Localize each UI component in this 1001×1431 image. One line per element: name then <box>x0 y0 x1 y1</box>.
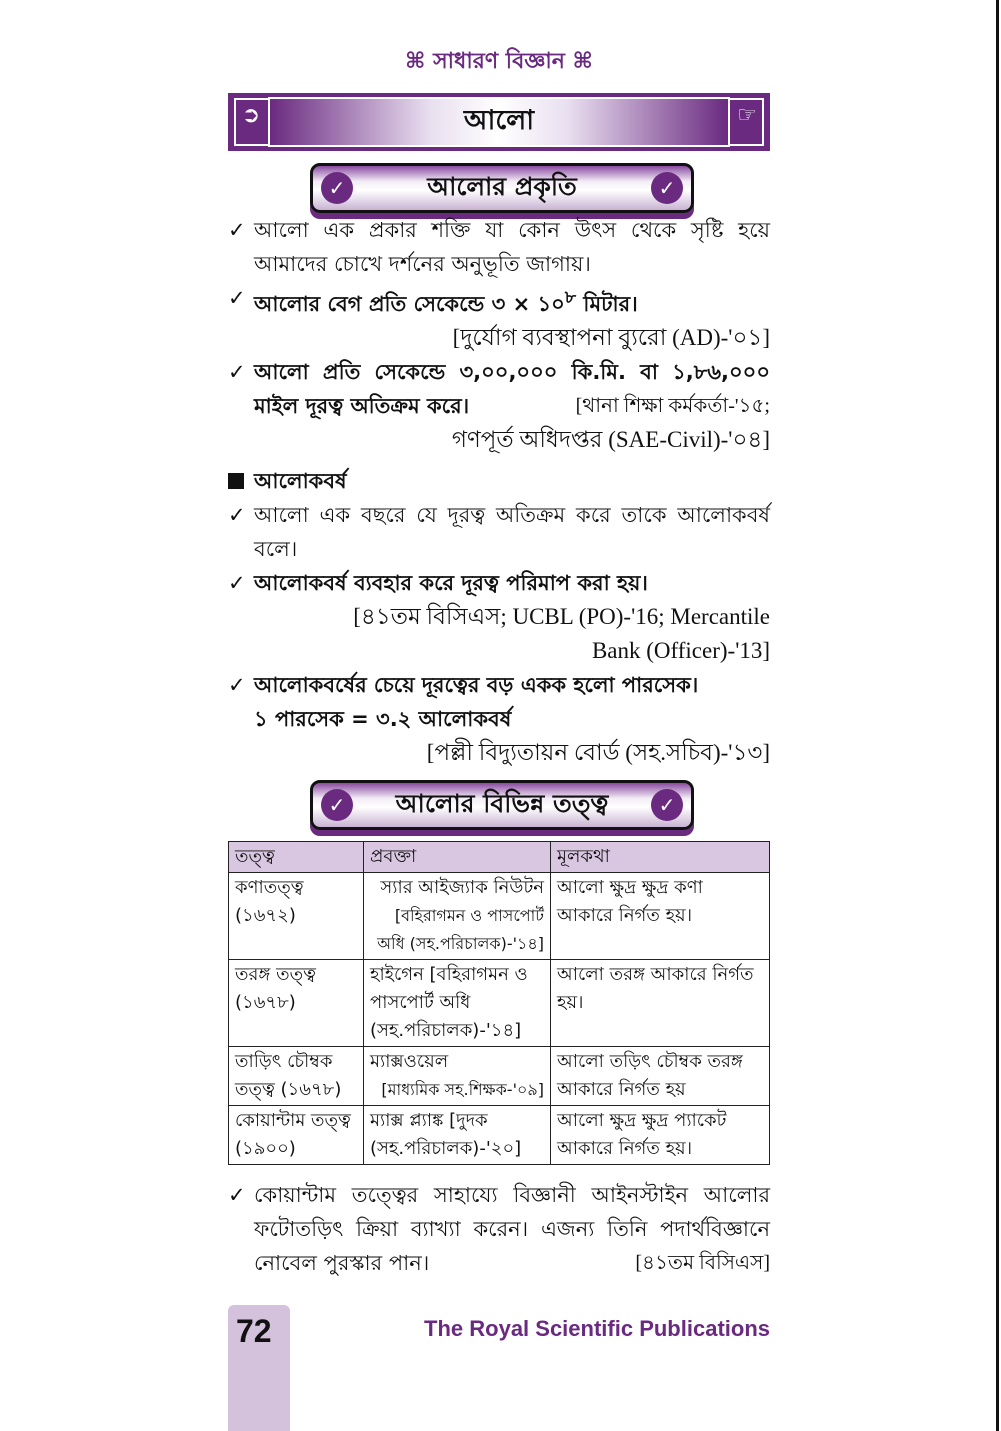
gist-cell: আলো তড়িৎ চৌম্বক তরঙ্গ আকারে নির্গত হয় <box>551 1047 770 1106</box>
section-lightyear-content <box>228 464 770 770</box>
theory-cell: কণাতত্ত্ব (১৬৭২) <box>229 873 364 960</box>
check-circle-icon: ✓ <box>321 172 353 204</box>
checkmark-icon: ✓ <box>228 571 246 595</box>
proponent-cell <box>364 873 551 960</box>
banner-title-panel <box>268 97 730 147</box>
check-circle-icon: ✓ <box>651 789 683 821</box>
reference: Bank (Officer)-'13] <box>591 638 770 663</box>
proponent-name: স্যার আইজ্যাক নিউটন <box>380 877 544 898</box>
reference: [পল্লী বিদ্যুতায়ন বোর্ড (সহ.সচিব)-'১৩] <box>426 740 770 765</box>
square-bullet-icon <box>228 473 244 489</box>
equation: ১ পারসেক = ৩.২ আলোকবর্ষ <box>254 707 512 731</box>
pointing-hand-icon: ☞ <box>737 103 757 128</box>
subheading-text: আলোকবর্ষ <box>254 469 347 493</box>
checkmark-icon: ✓ <box>228 360 246 384</box>
bullet-item <box>228 1178 770 1280</box>
bullet-item <box>228 566 770 600</box>
section-title: আলোর প্রকৃতি <box>427 171 577 201</box>
checkmark-icon: ✓ <box>228 503 246 527</box>
proponent-cell <box>364 1047 551 1106</box>
proponent-cell <box>364 1106 551 1165</box>
section-nature-content <box>228 213 770 457</box>
subheading <box>228 464 770 498</box>
column-header: প্রবক্তা <box>364 842 551 873</box>
theory-cell: তাড়িৎ চৌম্বক তত্ত্ব (১৬৭৮) <box>229 1047 364 1106</box>
checkmark-icon: ✓ <box>228 673 246 697</box>
bullet-text: কোয়ান্টাম তত্ত্বের সাহায্যে বিজ্ঞানী আইনস্টাইন আলোর ফটোতড়িৎ ক্রিয়া ব্যাখ্যা করেন। এজন্য তিনি পদার্থবিজ্ঞানে নোবেল পুরস্কার পান। <box>254 1183 770 1275</box>
einstein-note <box>228 1178 770 1280</box>
section-badge-theories <box>310 780 694 830</box>
table-row <box>229 960 770 1047</box>
table-row <box>229 1106 770 1165</box>
check-circle-icon: ✓ <box>651 172 683 204</box>
reference: [৪১তম বিসিএস; UCBL (PO)-'16; Mercantile <box>353 604 770 629</box>
reference: গণপূর্ত অধিদপ্তর (SAE-Civil)-'০৪] <box>451 427 770 452</box>
gist-cell: আলো ক্ষুদ্র ক্ষুদ্র কণা আকারে নির্গত হয়। <box>551 873 770 960</box>
proponent-name: হাইগেন [বহিরাগমন ও পাসপোর্ট অধি (সহ.পরিচালক)-'১৪] <box>370 964 528 1041</box>
theories-table <box>228 841 770 1165</box>
bullet-text: আলো এক বছরে যে দূরত্ব অতিক্রম করে তাকে আলোকবর্ষ বলে। <box>254 503 770 561</box>
bullet-item <box>228 213 770 281</box>
section-badge-nature <box>310 163 694 213</box>
theory-cell: কোয়ান্টাম তত্ত্ব (১৯০০) <box>229 1106 364 1165</box>
running-head: ⌘ সাধারণ বিজ্ঞান ⌘ <box>405 49 593 74</box>
chapter-title: আলো <box>463 104 535 136</box>
bullet-text: আলোকবর্ষ ব্যবহার করে দূরত্ব পরিমাপ করা হয়। <box>254 571 648 595</box>
gist-cell: আলো ক্ষুদ্র ক্ষুদ্র প্যাকেট আকারে নির্গত হয়। <box>551 1106 770 1165</box>
bullet-item <box>228 281 770 321</box>
theory-cell: তরঙ্গ তত্ত্ব (১৬৭৮) <box>229 960 364 1047</box>
bullet-item <box>228 355 770 423</box>
cell-reference: [বহিরাগমন ও পাসপোর্ট অধি (সহ.পরিচালক)-'১৪] <box>377 906 544 953</box>
bullet-text: আলো প্রতি সেকেন্ডে ৩,০০,০০০ কি.মি. বা ১,৮৬,০০০ মাইল দূরত্ব অতিক্রম করে। <box>254 360 770 418</box>
proponent-name: ম্যাক্সওয়েল <box>370 1051 449 1072</box>
proponent-cell <box>364 960 551 1047</box>
page-number-tab <box>228 1305 290 1431</box>
table-row <box>229 1047 770 1106</box>
reference: [৪১তম বিসিএস] <box>635 1252 770 1274</box>
page-edge-rule <box>996 0 999 1431</box>
checkmark-icon: ✓ <box>228 218 246 242</box>
table-row <box>229 873 770 960</box>
section-title: আলোর বিভিন্ন তত্ত্ব <box>395 788 609 818</box>
gist-cell: আলো তরঙ্গ আকারে নির্গত হয়। <box>551 960 770 1047</box>
bullet-item <box>228 668 770 702</box>
bullet-item <box>228 498 770 566</box>
bullet-text: আলোর বেগ প্রতি সেকেন্ডে ৩ × $১০^৮$ মিটার। <box>254 288 638 316</box>
proponent-name: ম্যাক্স প্ল্যাঙ্ক [দুদক (সহ.পরিচালক)-'২০] <box>370 1110 522 1159</box>
checkmark-icon: ✓ <box>228 286 246 310</box>
table-header-row <box>229 842 770 873</box>
bullet-text: আলোকবর্ষের চেয়ে দূরত্বের বড় একক হলো পারসেক। <box>254 673 699 697</box>
bullet-text: আলো এক প্রকার শক্তি যা কোন উৎস থেকে সৃষ্টি হয়ে আমাদের চোখে দর্শনের অনুভূতি জাগায়। <box>254 218 770 276</box>
chapter-banner <box>228 93 770 151</box>
page-number: 72 <box>236 1313 272 1349</box>
cell-reference: [মাধ্যমিক সহ.শিক্ষক-'০৯] <box>381 1080 544 1099</box>
publisher-name: The Royal Scientific Publications <box>424 1316 770 1341</box>
reference: [থানা শিক্ষা কর্মকর্তা-'১৫; <box>575 395 770 417</box>
checkmark-icon: ✓ <box>228 1183 246 1207</box>
reference: [দুর্যোগ ব্যবস্থাপনা ব্যুরো (AD)-'০১] <box>452 325 770 350</box>
check-circle-icon: ✓ <box>321 789 353 821</box>
column-header: তত্ত্ব <box>229 842 364 873</box>
column-header: মূলকথা <box>551 842 770 873</box>
arrow-circle-icon: ➲ <box>241 103 261 128</box>
